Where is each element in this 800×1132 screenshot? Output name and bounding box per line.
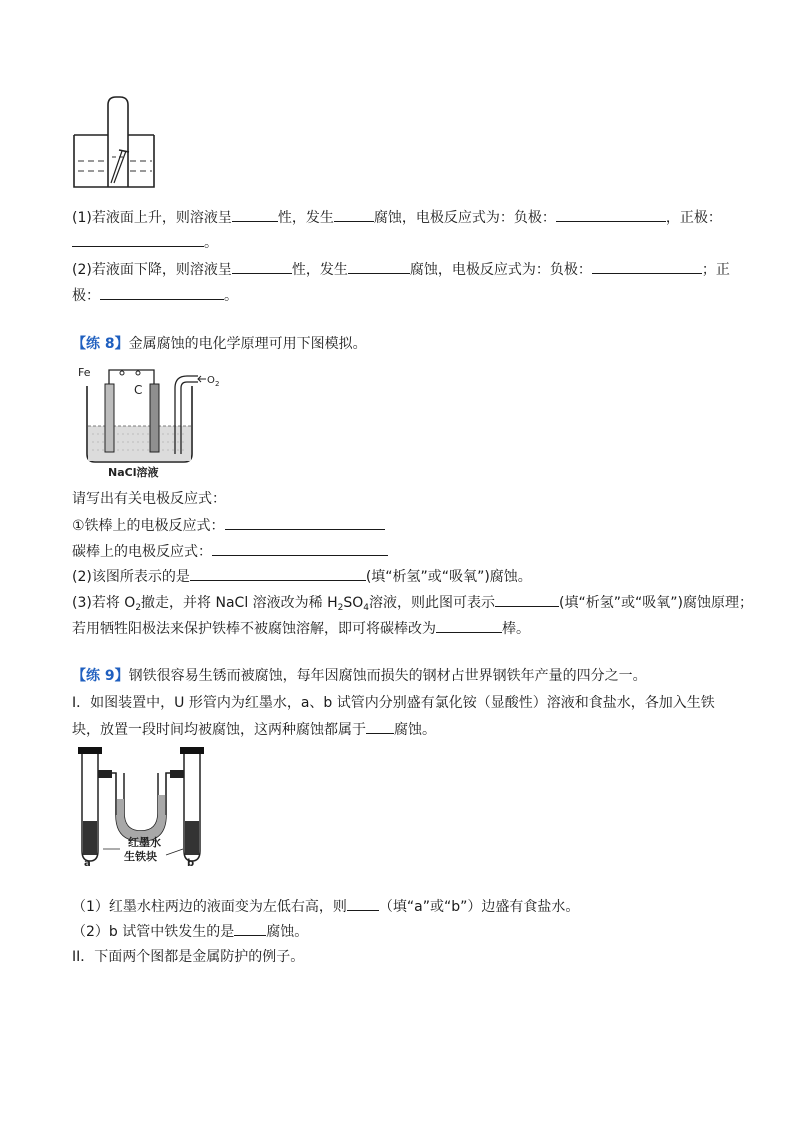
q8-part-3	[72, 592, 753, 618]
red-ink-label: 红墨水	[128, 836, 161, 849]
nacl-label: NaCl溶液	[108, 466, 159, 479]
text: 腐蚀，电极反应式为：负极：	[409, 262, 592, 278]
answer-blank[interactable]	[366, 719, 394, 734]
text: ，正极：	[665, 210, 722, 226]
text: 若用牺牲阳极法来保护铁棒不被腐蚀溶解，即可将碳棒改为	[72, 621, 436, 637]
text: （2）b 试管中铁发生的是	[72, 924, 235, 940]
text: （填“a”或“b”）边盛有食盐水。	[378, 899, 580, 915]
text: 棒。	[502, 621, 530, 637]
text: 请写出有关电极反应式：	[72, 491, 226, 507]
tube-in-beaker-figure	[70, 95, 160, 190]
answer-blank[interactable]	[72, 232, 204, 247]
answer-blank[interactable]	[348, 259, 410, 274]
text: (2)该图所表示的是	[72, 569, 190, 585]
iron-block-label: 生铁块	[124, 850, 157, 863]
u-tube-figure	[70, 745, 220, 867]
text: 。	[224, 288, 238, 304]
q8-carbon-reaction	[72, 541, 388, 562]
o2-label: O	[207, 375, 215, 386]
answer-blank[interactable]	[592, 259, 702, 274]
tube-b-label: b	[187, 858, 195, 867]
text: 块，放置一段时间均被腐蚀，这两种腐蚀都属于	[72, 722, 366, 738]
text: SO	[343, 595, 364, 611]
text: (填“析氢”或“吸氧”)腐蚀。	[365, 569, 532, 585]
text: (填“析氢”或“吸氧”)腐蚀原理；	[559, 595, 753, 611]
answer-blank[interactable]	[347, 896, 379, 911]
exercise-intro: 钢铁很容易生锈而被腐蚀，每年因腐蚀而损失的钢材占世界钢铁年产量的四分之一。	[128, 668, 647, 684]
answer-blank[interactable]	[556, 207, 666, 222]
q8-iron-reaction	[72, 515, 385, 536]
answer-blank[interactable]	[495, 592, 559, 607]
answer-blank[interactable]	[334, 207, 374, 222]
exercise-intro: 金属腐蚀的电化学原理可用下图模拟。	[128, 336, 367, 352]
q9-part-II	[72, 947, 304, 967]
prev-item-1	[72, 207, 722, 228]
prev-item-1-cont	[72, 232, 218, 253]
subscript: 2	[337, 603, 344, 613]
text: 极：	[72, 288, 100, 304]
text: 碳棒上的电极反应式：	[72, 544, 212, 560]
q9-sub-2	[72, 921, 308, 942]
answer-blank[interactable]	[232, 259, 292, 274]
exercise-8-heading	[72, 334, 367, 354]
text: （1）红墨水柱两边的液面变为左低右高，则	[72, 899, 347, 915]
text: 溶液，则此图可表示	[369, 595, 496, 611]
text: ①铁棒上的电极反应式：	[72, 518, 225, 534]
text: 撤走，并将 NaCl 溶液改为稀 H	[141, 595, 338, 611]
answer-blank[interactable]	[212, 541, 388, 556]
text: (2)若液面下降，则溶液呈	[72, 262, 232, 278]
o2-subscript: 2	[215, 380, 220, 388]
text: (3)若将 O	[72, 595, 136, 611]
answer-blank[interactable]	[234, 921, 266, 936]
exercise-9-heading	[72, 666, 647, 686]
text: 性，发生	[291, 262, 348, 278]
tube-a-label: a	[84, 858, 91, 867]
answer-blank[interactable]	[225, 515, 385, 530]
text: I．如图装置中，U 形管内为红墨水，a、b 试管内分别盛有氯化铵（显酸性）溶液和食盐水，各加入生铁	[72, 695, 715, 711]
q9-sub-1	[72, 896, 579, 917]
prev-item-2	[72, 259, 730, 280]
text: II．下面两个图都是金属防护的例子。	[72, 949, 305, 965]
q9-part-I	[72, 693, 715, 713]
exercise-tag: 【练 8】	[72, 336, 129, 352]
subscript: 4	[363, 603, 370, 613]
answer-blank[interactable]	[232, 207, 278, 222]
q9-part-I-cont	[72, 719, 436, 740]
prev-item-2-cont	[72, 285, 238, 306]
exercise-tag: 【练 9】	[72, 668, 129, 684]
text: 腐蚀。	[394, 722, 436, 738]
text: ；正	[701, 262, 730, 278]
text: 性，发生	[277, 210, 334, 226]
q8-ask	[72, 489, 226, 509]
fe-label: Fe	[78, 366, 91, 379]
text: 腐蚀，电极反应式为：负极：	[373, 210, 556, 226]
text: 腐蚀。	[266, 924, 309, 940]
answer-blank[interactable]	[436, 618, 502, 633]
text: 。	[204, 235, 218, 251]
c-label: C	[134, 383, 143, 397]
text: (1)若液面上升，则溶液呈	[72, 210, 232, 226]
subscript: 2	[135, 603, 142, 613]
answer-blank[interactable]	[100, 285, 224, 300]
electrochem-cell-figure	[72, 362, 222, 480]
q8-part-2	[72, 566, 532, 587]
q8-part-3-cont	[72, 618, 530, 639]
answer-blank[interactable]	[190, 566, 366, 581]
